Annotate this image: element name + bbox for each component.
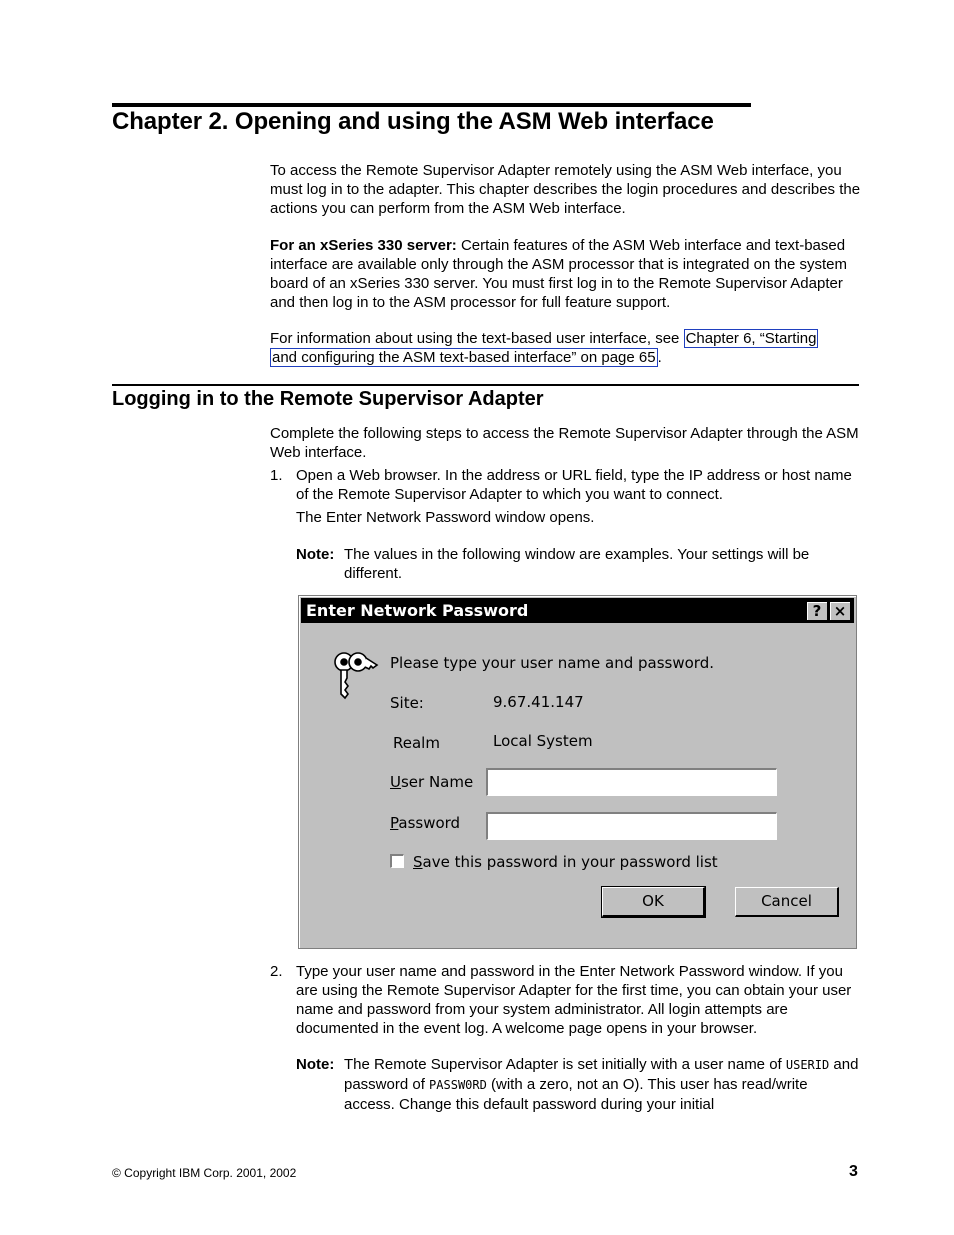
note1-text: The values in the following window are examples. Your settings will be different. bbox=[344, 546, 810, 582]
note1-label: Note: bbox=[296, 546, 335, 563]
user-name-label-rest: ser Name bbox=[400, 773, 474, 791]
intro-paragraph: To access the Remote Supervisor Adapter remotely using the ASM Web interface, you must log in to the adapter. This chapter describes the login procedures and describes the actions you can perform from the ASM Web interface. bbox=[270, 162, 861, 217]
dialog-titlebar bbox=[301, 598, 854, 623]
text-ui-paragraph bbox=[270, 329, 862, 367]
xseries-text: Certain features of the ASM Web interface and text-based interface are available only through the ASM processor that is integrated on the system board of an xSeries 330 server. You must first log in to the Remote Supervisor Adapter and then log in to the ASM processor for full feature support. bbox=[270, 237, 847, 311]
close-button[interactable]: × bbox=[829, 601, 851, 621]
save-password-rest: ave this password in your password list bbox=[422, 853, 718, 871]
realm-value: Local System bbox=[493, 732, 593, 750]
chapter-title: Chapter 2. Opening and using the ASM Web interface bbox=[112, 108, 714, 135]
help-button[interactable]: ? bbox=[806, 601, 828, 621]
realm-label: Realm bbox=[393, 734, 440, 752]
password-label-rest: assword bbox=[398, 814, 461, 832]
keys-icon bbox=[331, 648, 381, 702]
ok-button[interactable]: OK bbox=[602, 887, 705, 917]
chapter6-link-part2[interactable]: and configuring the ASM text-based interface” on page 65 bbox=[272, 349, 656, 366]
note2-label: Note: bbox=[296, 1056, 335, 1073]
save-password-label bbox=[413, 853, 718, 871]
default-password: PASSW0RD bbox=[429, 1078, 487, 1092]
site-label: Site: bbox=[390, 694, 424, 712]
user-name-label bbox=[390, 773, 473, 791]
save-password-mnemonic: S bbox=[413, 853, 423, 871]
password-label bbox=[390, 814, 460, 832]
section-rule bbox=[112, 384, 859, 386]
note2-part-c: (with a zero, not an O). This user has read/write access. Change this default password during your initial bbox=[344, 1076, 808, 1113]
step1-text: Open a Web browser. In the address or URL field, type the IP address or host name of the Remote Supervisor Adapter to which you want to connect. bbox=[296, 467, 852, 503]
user-name-label-mnemonic: U bbox=[390, 773, 401, 791]
page-number: 3 bbox=[849, 1163, 858, 1180]
default-userid: USERID bbox=[785, 1058, 830, 1072]
chapter6-link-part1[interactable]: Chapter 6, “Starting bbox=[685, 330, 817, 347]
text-ui-lead: For information about using the text-based user interface, see bbox=[270, 330, 684, 347]
dialog-title: Enter Network Password bbox=[306, 601, 529, 620]
step2-number: 2. bbox=[270, 963, 283, 980]
section-title: Logging in to the Remote Supervisor Adapter bbox=[112, 388, 544, 410]
copyright-footer: © Copyright IBM Corp. 2001, 2002 bbox=[112, 1166, 297, 1180]
note2-part-b: and password of bbox=[344, 1056, 859, 1093]
chapter-rule bbox=[112, 103, 751, 107]
text-ui-end: . bbox=[657, 349, 662, 366]
xseries-paragraph bbox=[270, 236, 862, 312]
password-input[interactable] bbox=[486, 812, 777, 840]
dialog-prompt: Please type your user name and password. bbox=[390, 654, 714, 672]
step2-text: Type your user name and password in the Enter Network Password window. If you are using the Remote Supervisor Adapter for the first time, you can obtain your user name and password from your system administrator. All login attempts are documented in the event log. A welcome page opens in your browser. bbox=[296, 963, 852, 1037]
note2-text bbox=[344, 1055, 862, 1114]
save-password-checkbox[interactable] bbox=[390, 854, 404, 868]
step1-number: 1. bbox=[270, 467, 283, 484]
xseries-label: For an xSeries 330 server: bbox=[270, 237, 457, 254]
site-value: 9.67.41.147 bbox=[493, 693, 584, 711]
enter-network-password-dialog bbox=[298, 595, 857, 949]
section-intro: Complete the following steps to access the Remote Supervisor Adapter through the ASM Web interface. bbox=[270, 425, 859, 461]
note2-part-a: The Remote Supervisor Adapter is set initially with a user name of bbox=[344, 1056, 786, 1073]
user-name-input[interactable] bbox=[486, 768, 777, 796]
cancel-button[interactable]: Cancel bbox=[735, 887, 839, 917]
password-label-mnemonic: P bbox=[390, 814, 399, 832]
step1-result: The Enter Network Password window opens. bbox=[296, 509, 595, 526]
